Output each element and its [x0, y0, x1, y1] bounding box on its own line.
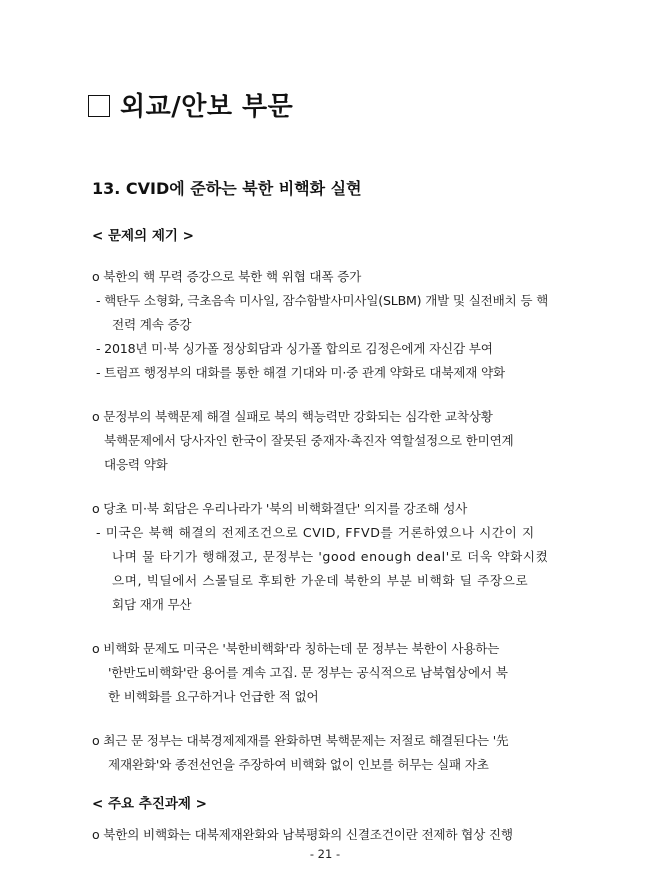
- problem-line: 제재완화'와 종전선언을 주장하여 비핵화 없이 인보를 허무는 실패 자초: [108, 757, 489, 772]
- problem-line: 나며 물 타기가 행해졌고, 문정부는 'good enough deal'로 더욱 약화시켰: [112, 549, 549, 564]
- tasks-heading: < 주요 추진과제 >: [92, 796, 207, 812]
- section-title: [88, 86, 293, 123]
- subsection-title: 13. CVID에 준하는 북한 비핵화 실현: [92, 179, 362, 198]
- problem-line: 대응력 약화: [104, 457, 168, 472]
- problem-line: 회담 재개 무산: [112, 597, 192, 612]
- problem-line: 한 비핵화를 요구하거나 언급한 적 없어: [108, 689, 319, 704]
- problem-line: 북핵문제에서 당사자인 한국이 잘못된 중재자·촉진자 역할설정으로 한미연계: [104, 433, 514, 448]
- problem-line: o 북한의 핵 무력 증강으로 북한 핵 위협 대폭 증가: [92, 269, 362, 284]
- problem-line: o 비핵화 문제도 미국은 '북한비핵화'라 칭하는데 문 정부는 북한이 사용하는: [92, 641, 500, 656]
- checkbox-icon: [88, 95, 110, 117]
- tasks-line: o 북한의 비핵화는 대북제재완화와 남북평화의 신결조건이란 전제하 협상 진행: [92, 827, 513, 842]
- page-number: - 21 -: [309, 847, 341, 861]
- problem-heading: < 문제의 제기 >: [92, 228, 194, 244]
- problem-line: - 2018년 미·북 싱가폴 정상회담과 싱가폴 합의로 김정은에게 자신감 부여: [96, 341, 493, 356]
- problem-line: o 최근 문 정부는 대북경제제재를 완화하면 북핵문제는 저절로 해결된다는 '先: [92, 733, 509, 748]
- problem-line: o 문정부의 북핵문제 해결 실패로 북의 핵능력만 강화되는 심각한 교착상황: [92, 409, 493, 424]
- problem-line: - 트럼프 행정부의 대화를 통한 해결 기대와 미·중 관계 약화로 대북제재 약화: [96, 365, 505, 380]
- problem-line: 전력 계속 증강: [112, 317, 192, 332]
- problem-line: '한반도비핵화'란 용어를 계속 고집. 문 정부는 공식적으로 남북협상에서 북: [108, 665, 508, 680]
- problem-line: 으며, 빅딜에서 스몰딜로 후퇴한 가운데 북한의 부분 비핵화 딜 주장으로: [112, 573, 529, 588]
- problem-line: - 핵탄두 소형화, 극초음속 미사일, 잠수함발사미사일(SLBM) 개발 및 실전배치 등 핵: [96, 293, 549, 308]
- problem-line: o 당초 미·북 회담은 우리나라가 '북의 비핵화결단' 의지를 강조해 성사: [92, 501, 468, 516]
- section-title-text: 외교/안보 부문: [120, 92, 294, 122]
- problem-line: - 미국은 북핵 해결의 전제조건으로 CVID, FFVD를 거론하였으나 시간이 지: [96, 525, 535, 540]
